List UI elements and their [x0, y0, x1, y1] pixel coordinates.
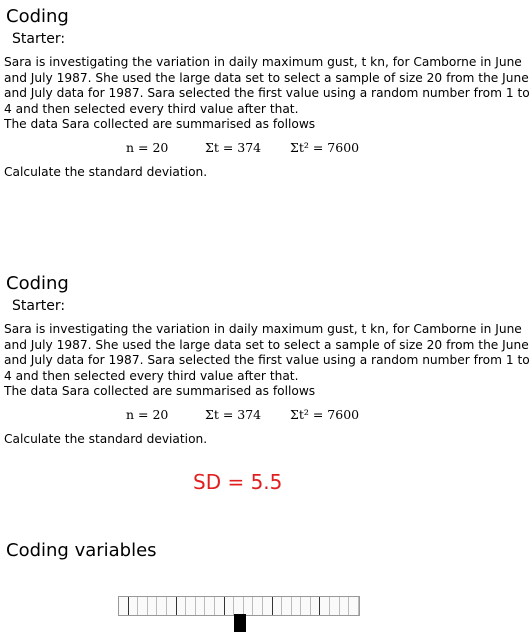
stat-sum-t2: Σt² = 7600 — [290, 407, 360, 422]
stat-sum-t2: Σt² = 7600 — [290, 140, 360, 155]
paragraph-line: 4 and then selected every third value after that. — [4, 368, 299, 383]
paragraph-line: and July data for 1987. Sara selected the first value using a random number from 1 to — [4, 86, 530, 100]
answer-text: SD = 5.5 — [193, 470, 283, 494]
slide-title: Coding variables — [6, 540, 157, 561]
marker-block — [234, 614, 246, 632]
slide-title: Coding — [6, 6, 69, 27]
slide-title: Coding — [6, 273, 69, 294]
question-paragraph — [4, 322, 530, 400]
question-text: Calculate the standard deviation. — [4, 432, 208, 446]
question-paragraph — [4, 55, 530, 133]
paragraph-line: The data Sara collected are summarised as follows — [4, 117, 316, 131]
paragraph-line: The data Sara collected are summarised as follows — [4, 384, 316, 398]
question-text: Calculate the standard deviation. — [4, 165, 208, 179]
starter-label: Starter: — [12, 31, 66, 47]
paragraph-line: and July 1987. She used the large data set to select a sample of size 20 from the June — [4, 70, 529, 85]
paragraph-line: 4 and then selected every third value after that. — [4, 101, 299, 116]
stat-n: n = 20 — [126, 140, 169, 155]
paragraph-line: and July data for 1987. Sara selected the first value using a random number from 1 to — [4, 353, 530, 367]
starter-label: Starter: — [12, 298, 66, 314]
paragraph-line: Sara is investigating the variation in daily maximum gust, t kn, for Camborne in June — [4, 55, 522, 69]
stat-n: n = 20 — [126, 407, 169, 422]
data-table-strip — [118, 596, 360, 616]
stat-sum-t: Σt = 374 — [205, 407, 262, 422]
stat-sum-t: Σt = 374 — [205, 140, 262, 155]
paragraph-line: and July 1987. She used the large data set to select a sample of size 20 from the June — [4, 337, 529, 352]
paragraph-line: Sara is investigating the variation in daily maximum gust, t kn, for Camborne in June — [4, 322, 522, 336]
